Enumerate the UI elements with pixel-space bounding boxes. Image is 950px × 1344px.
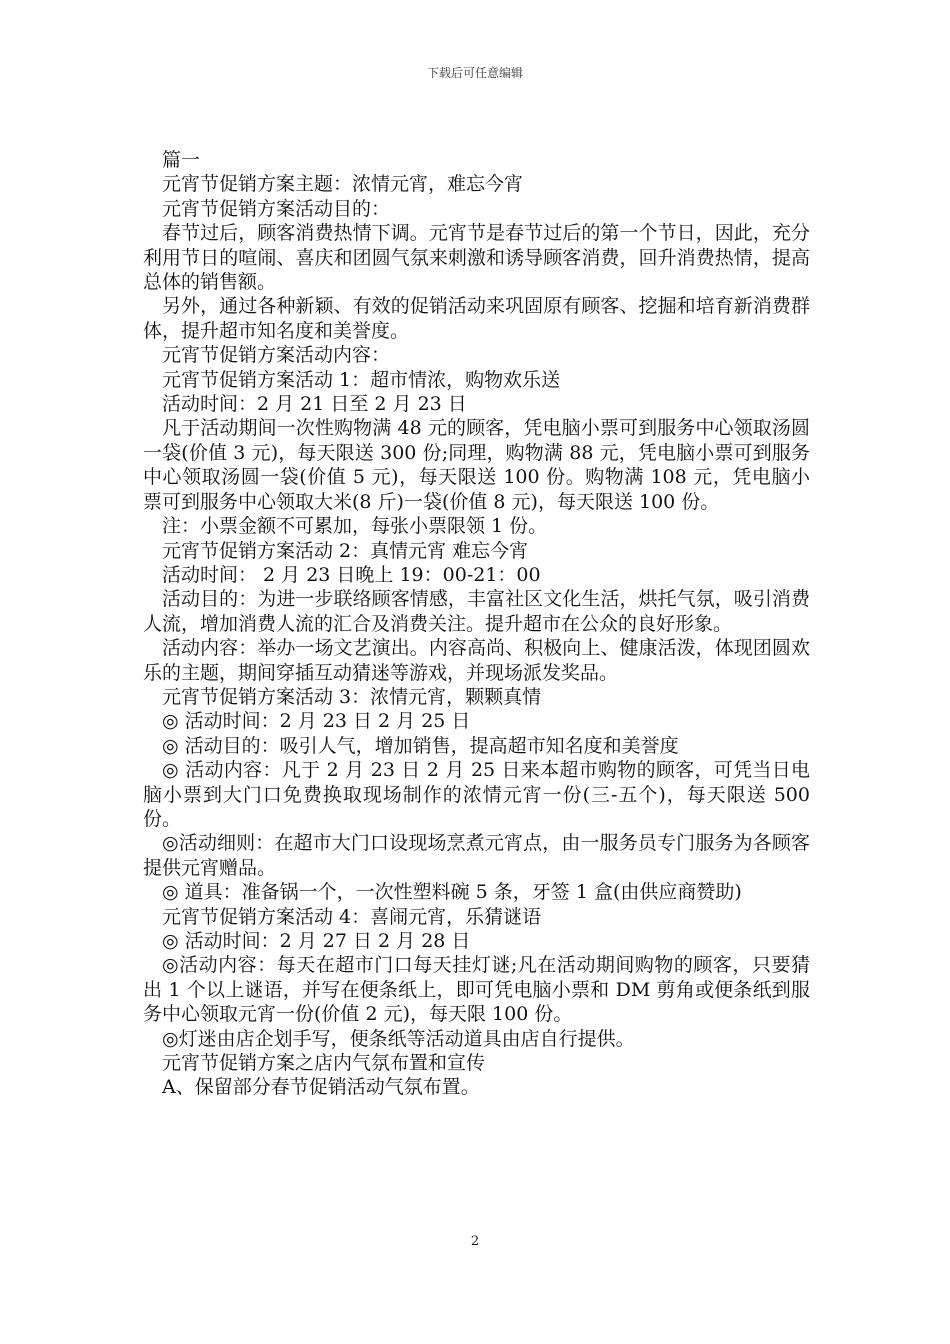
paragraph: 另外，通过各种新颖、有效的促销活动来巩固原有顾客、挖掘和培育新消费群体，提升超市知名度和美誉度。 (143, 295, 810, 342)
paragraph: 元宵节促销方案活动 1：超市情浓，购物欢乐送 (162, 368, 561, 391)
paragraph: 元宵节促销方案主题：浓情元宵，难忘今宵 (162, 173, 524, 196)
page-header: 下载后可任意编辑 (426, 66, 523, 80)
paragraph: ◎活动细则：在超市大门口设现场烹煮元宵点，由一服务员专门服务为各顾客提供元宵赠品。 (143, 832, 810, 879)
paragraph: ◎ 活动时间：2 月 27 日 2 月 28 日 (162, 930, 471, 952)
paragraph: 活动目的：为进一步联络顾客情感，丰富社区文化生活，烘托气氛，吸引消费人流，增加消费人流的汇合及消费关注。提升超市在公众的良好形象。 (143, 588, 810, 635)
paragraph: 凡于活动期间一次性购物满 48 元的顾客，凭电脑小票可到服务中心领取汤圆一袋(价值 3 元)，每天限送 300 份;同理，购物满 88 元，凭电脑小票可到服务中心领取汤圆一袋(价值 5 元)，每天限送 100 份。购物满 108 元，凭电脑小票可到服务中心领取大米(8 斤)一袋(价值 8 元)，每天限送 100 份。 (143, 417, 810, 513)
paragraph: A、保留部分春节促销活动气氛布置。 (162, 1076, 480, 1099)
paragraph: 元宵节促销方案活动 3：浓情元宵，颗颗真情 (162, 685, 542, 708)
page-number: 2 (470, 1234, 480, 1249)
paragraph: 活动内容：举办一场文艺演出。内容高尚、积极向上、健康活泼，体现团圆欢乐的主题，期间穿插互动猜迷等游戏，并现场派发奖品。 (143, 637, 810, 684)
paragraph: 元宵节促销方案活动 2：真情元宵 难忘今宵 (162, 539, 529, 562)
paragraph: ◎ 道具：准备锅一个，一次性塑料碗 5 条，牙签 1 盒(由供应商赞助) (162, 881, 742, 904)
paragraph: ◎灯迷由店企划手写，便条纸等活动道具由店自行提供。 (162, 1027, 635, 1050)
paragraph: 活动时间：2 月 21 日至 2 月 23 日 (162, 393, 467, 416)
paragraph: ◎活动内容：每天在超市门口每天挂灯谜;凡在活动期间购物的顾客，只要猜出 1 个以上谜语，并写在便条纸上，即可凭电脑小票和 DM 剪角或便条纸到服务中心领取元宵一份(价值 2 元)，每天限 100 份。 (143, 954, 810, 1026)
section-label: 篇一 (162, 149, 201, 171)
document-body (143, 148, 810, 1100)
paragraph: 活动时间： 2 月 23 日晚上 19：00-21：00 (162, 563, 541, 586)
paragraph: 注：小票金额不可累加，每张小票限领 1 份。 (162, 515, 548, 538)
paragraph: 春节过后，顾客消费热情下调。元宵节是春节过后的第一个节日，因此，充分利用节日的喧闹、喜庆和团圆气氛来刺激和诱导顾客消费，回升消费热情，提高总体的销售额。 (143, 222, 810, 294)
paragraph: 元宵节促销方案之店内气氛布置和宣传 (162, 1052, 486, 1075)
paragraph: 元宵节促销方案活动目的： (162, 197, 391, 220)
paragraph: 元宵节促销方案活动 4：喜闹元宵，乐猜谜语 (162, 905, 542, 928)
paragraph: ◎ 活动目的：吸引人气，增加销售，提高超市知名度和美誉度 (162, 734, 679, 757)
paragraph: ◎ 活动时间：2 月 23 日 2 月 25 日 (162, 710, 471, 733)
paragraph: ◎ 活动内容：凡于 2 月 23 日 2 月 25 日来本超市购物的顾客，可凭当日电脑小票到大门口免费换取现场制作的浓情元宵一份(三-五个)，每天限送 500 份。 (143, 759, 810, 830)
paragraph: 元宵节促销方案活动内容： (162, 344, 391, 367)
